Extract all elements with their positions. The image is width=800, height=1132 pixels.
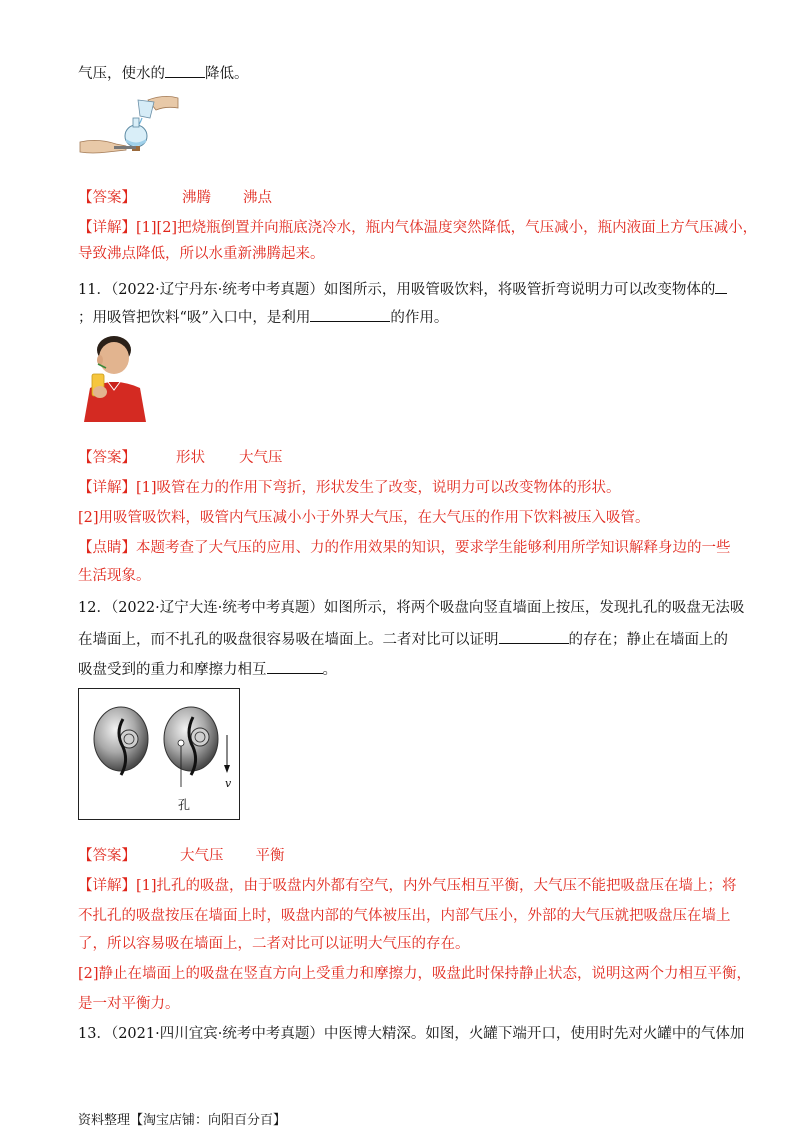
answer-line: 【答案】 形状 大气压 — [78, 450, 283, 466]
answer-blank — [310, 306, 390, 322]
detail-line: [2]用吸管吸饮料，吸管内气压减小小于外界大气压，在大气压的作用下饮料被压入吸管。 — [78, 510, 650, 526]
question-stem: 在墙面上，而不扎孔的吸盘很容易吸在墙面上。二者对比可以证明 的存在；静止在墙面上的 — [78, 628, 728, 650]
question-stem: 13．（2021·四川宜宾·统考中考真题）中医博大精深。如图，火罐下端开口，使用时先对火罐中的气体加 — [78, 1026, 745, 1042]
detail-line: 了，所以容易吸在墙面上，二者对比可以证明大气压的存在。 — [78, 936, 470, 952]
detail-line: 【详解】[1]吸管在力的作用下弯折，形状发生了改变，说明力可以改变物体的形状。 — [78, 480, 621, 496]
answer-blank — [165, 62, 205, 78]
detail-line: 导致沸点降低，所以水重新沸腾起来。 — [78, 246, 325, 262]
velocity-label: v — [225, 777, 232, 790]
question-stem: 12．（2022·辽宁大连·统考中考真题）如图所示，将两个吸盘向竖直墙面上按压，发现扎孔的吸盘无法吸 — [78, 600, 745, 616]
boy-drinking-figure — [80, 334, 148, 422]
answer-line: 【答案】 大气压 平衡 — [78, 848, 285, 864]
answer-blank — [267, 658, 323, 674]
detail-line: 是一对平衡力。 — [78, 996, 180, 1012]
detail-line: 【详解】[1][2]把烧瓶倒置并向瓶底浇冷水，瓶内气体温度突然降低，气压减小，瓶内液面上方气压减小， — [78, 220, 758, 236]
suction-cup-figure — [78, 688, 240, 820]
detail-line: 【详解】[1]扎孔的吸盘，由于吸盘内外都有空气，内外气压相互平衡，大气压不能把吸盘压在墙上；将 — [78, 878, 737, 894]
comment-line: 【点睛】本题考查了大气压的应用、力的作用效果的知识，要求学生能够利用所学知识解释身边的一些 — [78, 540, 731, 556]
comment-line: 生活现象。 — [78, 568, 151, 584]
question-stem: 11．（2022·辽宁丹东·统考中考真题）如图所示，用吸管吸饮料，将吸管折弯说明力可以改变物体的 — [78, 278, 727, 300]
question-stem: ；用吸管把饮料“吸”入口中，是利用 的作用。 — [78, 306, 448, 328]
question-stem: 吸盘受到的重力和摩擦力相互 。 — [78, 658, 337, 680]
answer-blank — [499, 628, 569, 644]
hole-label: 孔 — [178, 798, 191, 812]
answer-blank — [715, 278, 727, 294]
page-footer: 资料整理【淘宝店铺：向阳百分百】 — [78, 1113, 287, 1128]
detail-line: 不扎孔的吸盘按压在墙面上时，吸盘内部的气体被压出，内部气压小，外部的大气压就把吸盘压在墙上 — [78, 908, 731, 924]
flask-heating-figure — [78, 92, 182, 162]
answer-line: 【答案】 沸腾 沸点 — [78, 190, 272, 206]
q10-stem-line: 气压，使水的 降低。 — [78, 62, 249, 84]
detail-line: [2]静止在墙面上的吸盘在竖直方向上受重力和摩擦力，吸盘此时保持静止状态，说明这两个力相互平衡， — [78, 966, 752, 982]
